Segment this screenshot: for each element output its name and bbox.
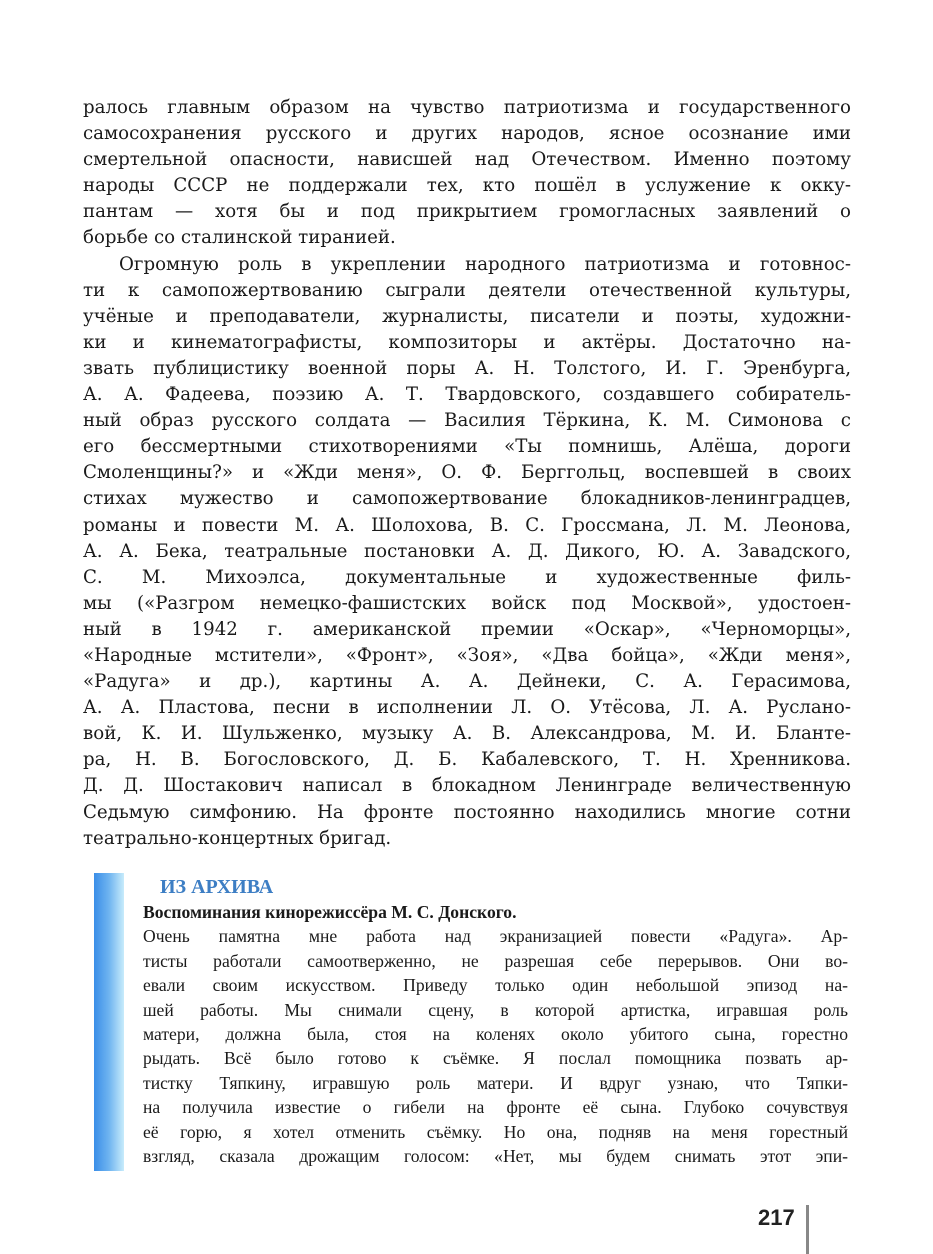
text-line: Д. Д. Шостакович написал в блокадном Ленинграде величественную — [83, 775, 851, 797]
text-line: ра, Н. В. Богословского, Д. Б. Кабалевского, Т. Н. Хренникова. — [83, 749, 851, 771]
text-line: народы СССР не поддержали тех, кто пошёл в услужение к окку- — [83, 175, 851, 197]
text-line: учёные и преподаватели, журналисты, писатели и поэты, художни- — [83, 305, 851, 327]
text-line: Смоленщины?» и «Жди меня», О. Ф. Берггольц, воспевшей в своих — [83, 462, 851, 484]
text-line: ралось главным образом на чувство патриотизма и государственного — [83, 97, 851, 118]
archive-line: её горю, я хотел отменить съёмку. Но она, подняв на меня горестный — [143, 1121, 848, 1142]
archive-side-bar — [94, 873, 124, 1171]
archive-line: на получила известие о гибели на фронте её сына. Глубоко сочувствуя — [143, 1097, 848, 1118]
paragraph — [83, 95, 851, 252]
text-line: «Народные мстители», «Фронт», «Зоя», «Два бойца», «Жди меня», — [83, 644, 851, 666]
text-line: театрально-концертных бригад. — [83, 827, 392, 849]
text-line: звать публицистику военной поры А. Н. Толстого, И. Г. Эренбурга, — [83, 357, 851, 379]
archive-line: взгляд, сказала дрожащим голосом: «Нет, мы будем снимать этот эпи- — [143, 1146, 848, 1167]
text-line: С. М. Михоэлса, документальные и художественные филь- — [83, 566, 851, 588]
text-line: мы («Разгром немецко-фашистских войск под Москвой», удостоен- — [83, 592, 851, 614]
archive-line: тистку Тяпкину, игравшую роль матери. И вдруг узнаю, что Тяпки- — [143, 1072, 848, 1093]
text-line: ный в 1942 г. американской премии «Оскар», «Черноморцы», — [83, 618, 851, 640]
archive-line: шей работы. Мы снимали сцену, в которой артистка, игравшая роль — [143, 999, 848, 1020]
archive-text — [143, 924, 848, 1168]
page-number: 217 — [758, 1205, 795, 1230]
text-line: романы и повести М. А. Шолохова, В. С. Гроссмана, Л. М. Леонова, — [83, 514, 851, 536]
archive-line: евали своим искусством. Приведу только один небольшой эпизод на- — [143, 975, 848, 996]
text-line: ти к самопожертвованию сыграли деятели отечественной культуры, — [83, 279, 851, 301]
main-text — [83, 95, 851, 852]
text-line: ный образ русского солдата — Василия Тёркина, К. М. Симонова с — [83, 410, 851, 432]
text-line: А. А. Фадеева, поэзию А. Т. Твардовского, создавшего собиратель- — [83, 384, 851, 406]
text-line: его бессмертными стихотворениями «Ты помнишь, Алёша, дороги — [83, 436, 851, 458]
text-line: А. А. Пластова, песни в исполнении Л. О. Утёсова, Л. А. Руслано- — [83, 697, 851, 719]
text-line: пантам — хотя бы и под прикрытием громогласных заявлений о — [83, 201, 851, 223]
text-line: смертельной опасности, нависшей над Отечеством. Именно поэтому — [83, 149, 851, 171]
archive-line: матери, должна была, стоя на коленях около убитого сына, горестно — [143, 1024, 848, 1045]
archive-box — [143, 874, 848, 1168]
page-number-rule — [806, 1205, 809, 1254]
text-line: «Радуга» и др.), картины А. А. Дейнеки, С. А. Герасимова, — [83, 671, 851, 693]
text-line: борьбе со сталинской тиранией. — [83, 227, 396, 249]
text-line: стихах мужество и самопожертвование блокадников-ленинградцев, — [83, 488, 851, 510]
text-line: Седьмую симфонию. На фронте постоянно находились многие сотни — [83, 801, 851, 823]
text-line: вой, К. И. Шульженко, музыку А. В. Александрова, М. И. Бланте- — [83, 723, 851, 745]
archive-line: рыдать. Всё было готово к съёмке. Я послал помощника позвать ар- — [143, 1048, 848, 1069]
archive-title: ИЗ АРХИВА — [160, 876, 274, 898]
text-line: Огромную роль в укреплении народного патриотизма и готовнос- — [119, 253, 851, 275]
archive-line: Очень памятна мне работа над экранизацией повести «Радуга». Ар- — [143, 926, 848, 947]
text-line: А. А. Бека, театральные постановки А. Д. Дикого, Ю. А. Завадского, — [83, 540, 851, 562]
archive-subtitle: Воспоминания кинорежиссёра М. С. Донского. — [143, 902, 517, 922]
paragraph — [83, 252, 851, 852]
text-line: самосохранения русского и других народов, ясное осознание ими — [83, 123, 851, 145]
archive-line: тисты работали самоотверженно, не разрешая себе перерывов. Они во- — [143, 950, 848, 971]
text-line: ки и кинематографисты, композиторы и актёры. Достаточно на- — [83, 331, 851, 353]
